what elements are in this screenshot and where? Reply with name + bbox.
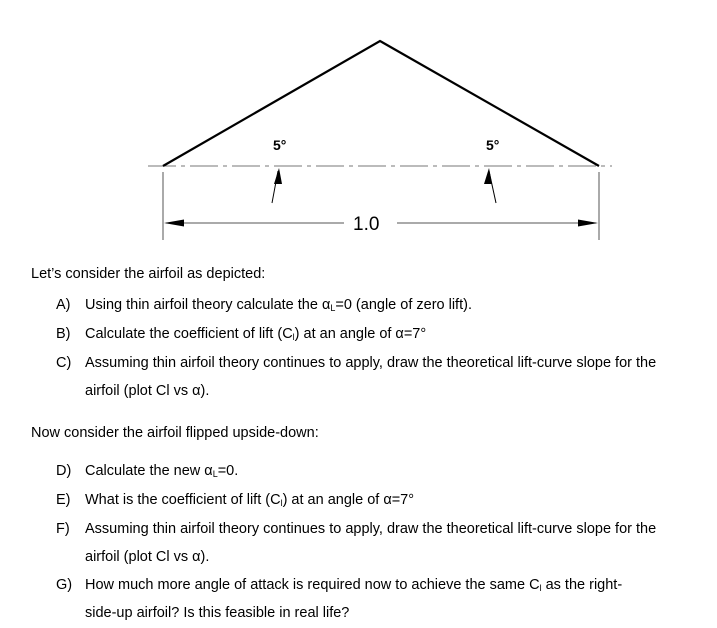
right-angle-leader bbox=[484, 168, 496, 203]
question-a-text-end: =0 (angle of zero lift). bbox=[335, 297, 472, 313]
question-b-text: Calculate the coefficient of lift (C bbox=[85, 326, 293, 342]
question-g-text-end: as the right- bbox=[541, 577, 623, 593]
question-e-text-end: ) at an angle of α=7° bbox=[282, 492, 415, 508]
question-c-text-line2: airfoil (plot Cl vs α). bbox=[85, 383, 210, 399]
left-angle-leader bbox=[272, 168, 282, 203]
question-f-text-line2: airfoil (plot Cl vs α). bbox=[85, 549, 210, 565]
question-e-subscript: l bbox=[280, 498, 283, 508]
question-d-subscript: L bbox=[212, 469, 218, 479]
question-e-letter: E) bbox=[56, 492, 71, 508]
question-g-letter: G) bbox=[56, 577, 73, 593]
question-d-text: Calculate the new α bbox=[85, 463, 213, 479]
question-c-letter: C) bbox=[56, 355, 72, 371]
question-g-text: How much more angle of attack is required now to achieve the same C bbox=[85, 577, 540, 593]
question-f-letter: F) bbox=[56, 521, 70, 537]
question-g-subscript: l bbox=[539, 583, 542, 593]
chord-dimension-label: 1.0 bbox=[353, 214, 380, 235]
question-a-text: Using thin airfoil theory calculate the α bbox=[85, 297, 331, 313]
question-e-text: What is the coefficient of lift (C bbox=[85, 492, 281, 508]
question-g-text-line2: side-up airfoil? Is this feasible in real life? bbox=[85, 605, 350, 621]
chord-dimension-line bbox=[164, 220, 598, 227]
question-f-text-line1: Assuming thin airfoil theory continues to apply, draw the theoretical lift-curve slope for the bbox=[85, 521, 657, 537]
question-d-letter: D) bbox=[56, 463, 72, 479]
left-angle-label: 5° bbox=[273, 137, 287, 153]
question-a-subscript: L bbox=[330, 303, 336, 313]
question-b-subscript: l bbox=[292, 332, 295, 342]
airfoil-outline bbox=[163, 41, 599, 166]
airfoil-diagram bbox=[0, 0, 717, 260]
question-a-letter: A) bbox=[56, 297, 71, 313]
intro-text: Let’s consider the airfoil as depicted: bbox=[31, 266, 266, 282]
question-b-text-end: ) at an angle of α=7° bbox=[294, 326, 427, 342]
question-b-letter: B) bbox=[56, 326, 71, 342]
question-c-text-line1: Assuming thin airfoil theory continues to apply, draw the theoretical lift-curve slope for the bbox=[85, 355, 657, 371]
right-angle-label: 5° bbox=[486, 137, 500, 153]
flipped-intro-text: Now consider the airfoil flipped upside-down: bbox=[31, 425, 319, 441]
question-d-text-end: =0. bbox=[217, 463, 239, 479]
